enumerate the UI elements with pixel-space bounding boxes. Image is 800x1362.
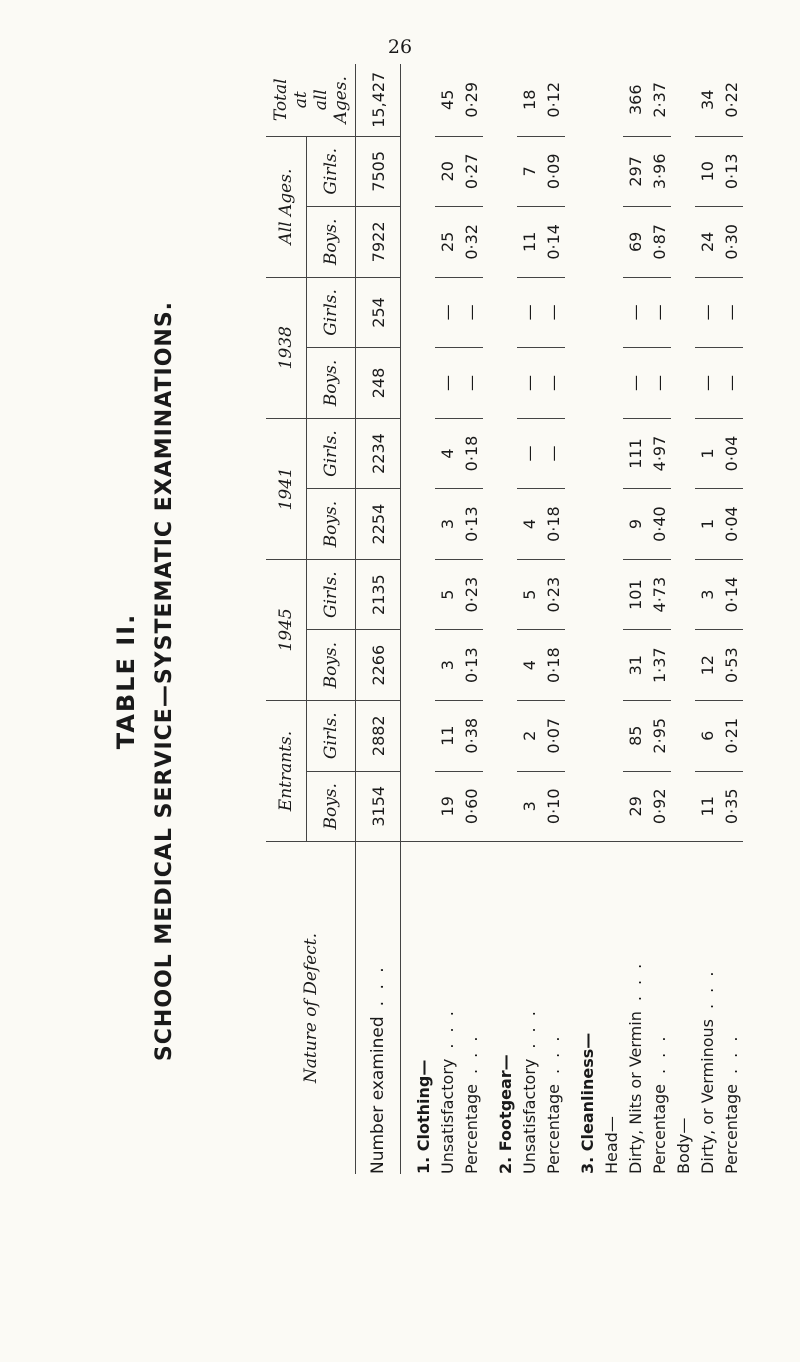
table-cell: 0·60 — [459, 771, 483, 842]
section-heading: 3. Cleanliness— — [575, 842, 599, 1174]
section-heading: 1. Clothing— — [411, 842, 435, 1174]
table-cell: 0·13 — [719, 136, 743, 207]
table-cell: 69 — [623, 207, 647, 278]
table-cell: 3 — [435, 489, 459, 560]
boys-header: Boys. — [307, 207, 356, 278]
table-cell: 0·18 — [541, 489, 565, 560]
table-cell: 0·35 — [719, 771, 743, 842]
year-1941-header: 1941 — [266, 418, 307, 559]
table-cell: 4 — [517, 630, 541, 701]
total-at-all-ages-header — [266, 64, 356, 136]
table-cell: 2882 — [356, 700, 401, 771]
table-row — [695, 64, 719, 1174]
table-row-number-examined — [356, 64, 401, 1174]
table-cell: — — [459, 277, 483, 348]
girls-header: Girls. — [307, 700, 356, 771]
table-cell: 2·37 — [649, 81, 669, 118]
table-cell: 0·14 — [541, 207, 565, 278]
nature-of-defect-header: Nature of Defect. — [266, 842, 356, 1174]
table-cell: 2·95 — [647, 700, 671, 771]
row-label: Number examined. . . — [356, 842, 401, 1174]
table-subtitle: SCHOOL MEDICAL SERVICE—SYSTEMATIC EXAMINATIONS. — [152, 300, 177, 1062]
table-cell: 0·14 — [719, 559, 743, 630]
table-cell: — — [517, 348, 541, 419]
table-cell: — — [623, 348, 647, 419]
table-cell: 111 — [623, 418, 647, 489]
boys-header: Boys. — [307, 348, 356, 419]
table-row — [647, 64, 671, 1174]
table-cell: 1 — [695, 489, 719, 560]
table-cell: 2266 — [356, 630, 401, 701]
table-cell: 7505 — [356, 136, 401, 207]
table-cell: — — [719, 277, 743, 348]
header-group-row — [266, 64, 307, 1174]
entrants-header: Entrants. — [266, 700, 307, 841]
table-cell: 45 — [437, 89, 457, 110]
table-row-cleanliness-heading — [575, 64, 599, 1174]
table-cell: 4·73 — [647, 559, 671, 630]
table-cell: 3 — [695, 559, 719, 630]
row-label: Dirty, Nits or Vermin. . . — [623, 842, 647, 1174]
table-cell: — — [517, 277, 541, 348]
table-cell: 0·04 — [719, 418, 743, 489]
table-cell: 11 — [435, 700, 459, 771]
table-cell: 3154 — [356, 771, 401, 842]
table-cell: — — [541, 277, 565, 348]
table-row-footgear-heading — [493, 64, 517, 1174]
table-cell: 2234 — [356, 418, 401, 489]
table-cell: 4 — [517, 489, 541, 560]
table-cell: 0·07 — [541, 700, 565, 771]
table-cell: 10 — [695, 136, 719, 207]
table-cell: 0·10 — [541, 771, 565, 842]
table-cell: — — [541, 348, 565, 419]
total-line-1: Total — [270, 78, 291, 122]
table-cell: 5 — [517, 559, 541, 630]
table-row-body-heading — [671, 64, 695, 1174]
table-cell: 29 — [623, 771, 647, 842]
table-cell: 34 — [697, 89, 717, 110]
table-cell: — — [517, 418, 541, 489]
table-cell: 1 — [695, 418, 719, 489]
table-cell: 19 — [435, 771, 459, 842]
table-cell: 0·92 — [647, 771, 671, 842]
row-label: Percentage. . . — [541, 842, 565, 1174]
table-cell: 31 — [623, 630, 647, 701]
table-cell: 0·09 — [541, 136, 565, 207]
table-cell: 101 — [623, 559, 647, 630]
table-cell: 7 — [517, 136, 541, 207]
title-block — [0, 0, 200, 1362]
table-cell: — — [623, 277, 647, 348]
examinations-table — [266, 64, 743, 1174]
table-row — [459, 64, 483, 1174]
year-1938-header: 1938 — [266, 277, 307, 418]
table-cell: 0·40 — [647, 489, 671, 560]
table-cell: 1·37 — [647, 630, 671, 701]
table-cell: 0·13 — [459, 489, 483, 560]
table-cell: — — [647, 348, 671, 419]
table-cell: 0·04 — [719, 489, 743, 560]
row-label: Percentage. . . — [647, 842, 671, 1174]
table-title: TABLE II. — [112, 612, 140, 750]
table-cell: 254 — [356, 277, 401, 348]
row-label: Dirty, or Verminous. . . — [695, 842, 719, 1174]
table-cell: 3 — [517, 771, 541, 842]
table-cell: 366 — [625, 84, 645, 116]
table-cell: 85 — [623, 700, 647, 771]
table-cell: — — [695, 348, 719, 419]
table-cell: 24 — [695, 207, 719, 278]
subsection-heading: Body— — [671, 842, 695, 1174]
girls-header: Girls. — [307, 136, 356, 207]
table-row — [435, 64, 459, 1174]
table-cell: 9 — [623, 489, 647, 560]
girls-header: Girls. — [307, 559, 356, 630]
table-cell: 0·87 — [647, 207, 671, 278]
boys-header: Boys. — [307, 630, 356, 701]
row-label: Percentage. . . — [459, 842, 483, 1174]
table-cell: 20 — [435, 136, 459, 207]
row-label: Percentage. . . — [719, 842, 743, 1174]
table-cell: 0·18 — [459, 418, 483, 489]
table-cell: 7922 — [356, 207, 401, 278]
table-cell: 0·32 — [459, 207, 483, 278]
row-label: Unsatisfactory. . . — [435, 842, 459, 1174]
table-cell: 0·18 — [541, 630, 565, 701]
table-cell: 3·96 — [647, 136, 671, 207]
table-cell: 0·30 — [719, 207, 743, 278]
boys-header: Boys. — [307, 771, 356, 842]
table-cell: — — [541, 418, 565, 489]
table-cell: 0·53 — [719, 630, 743, 701]
table-row — [541, 64, 565, 1174]
table-cell: 0·21 — [719, 700, 743, 771]
table-cell: 12 — [695, 630, 719, 701]
table-cell: — — [695, 277, 719, 348]
table-cell: 0·22 — [721, 81, 741, 118]
table-cell: 0·29 — [461, 81, 481, 118]
table-cell: — — [435, 277, 459, 348]
table-cell: — — [459, 348, 483, 419]
table-cell: — — [435, 348, 459, 419]
table-cell: 0·12 — [543, 81, 563, 118]
table-row — [517, 64, 541, 1174]
table-cell: 15,427 — [356, 64, 401, 136]
table-cell: 18 — [519, 89, 539, 110]
section-heading: 2. Footgear— — [493, 842, 517, 1174]
total-line-4: Ages. — [330, 76, 351, 124]
table-row — [719, 64, 743, 1174]
all-ages-header: All Ages. — [266, 136, 307, 277]
table-cell: 4 — [435, 418, 459, 489]
total-line-3: all — [310, 89, 331, 111]
table-cell: 297 — [623, 136, 647, 207]
table-cell: 0·23 — [541, 559, 565, 630]
table-cell: 2254 — [356, 489, 401, 560]
year-1945-header: 1945 — [266, 559, 307, 700]
table-cell: 0·38 — [459, 700, 483, 771]
girls-header: Girls. — [307, 277, 356, 348]
table-cell: 2 — [517, 700, 541, 771]
table-cell: 11 — [695, 771, 719, 842]
girls-header: Girls. — [307, 418, 356, 489]
table-cell: 0·27 — [459, 136, 483, 207]
table-cell: 0·13 — [459, 630, 483, 701]
table-cell: — — [647, 277, 671, 348]
table-cell: 248 — [356, 348, 401, 419]
page-number: 26 — [387, 36, 413, 58]
table-row-clothing-heading — [411, 64, 435, 1174]
table-row — [623, 64, 647, 1174]
table-cell: 4·97 — [647, 418, 671, 489]
boys-header: Boys. — [307, 489, 356, 560]
total-line-2: at — [290, 91, 311, 109]
table-row-head-heading — [599, 64, 623, 1174]
table-cell: 11 — [517, 207, 541, 278]
table-cell: 6 — [695, 700, 719, 771]
table-cell: 5 — [435, 559, 459, 630]
table-cell: — — [719, 348, 743, 419]
table-cell: 25 — [435, 207, 459, 278]
table-cell: 3 — [435, 630, 459, 701]
row-label: Unsatisfactory. . . — [517, 842, 541, 1174]
table-cell: 0·23 — [459, 559, 483, 630]
subsection-heading: Head— — [599, 842, 623, 1174]
table-cell: 2135 — [356, 559, 401, 630]
